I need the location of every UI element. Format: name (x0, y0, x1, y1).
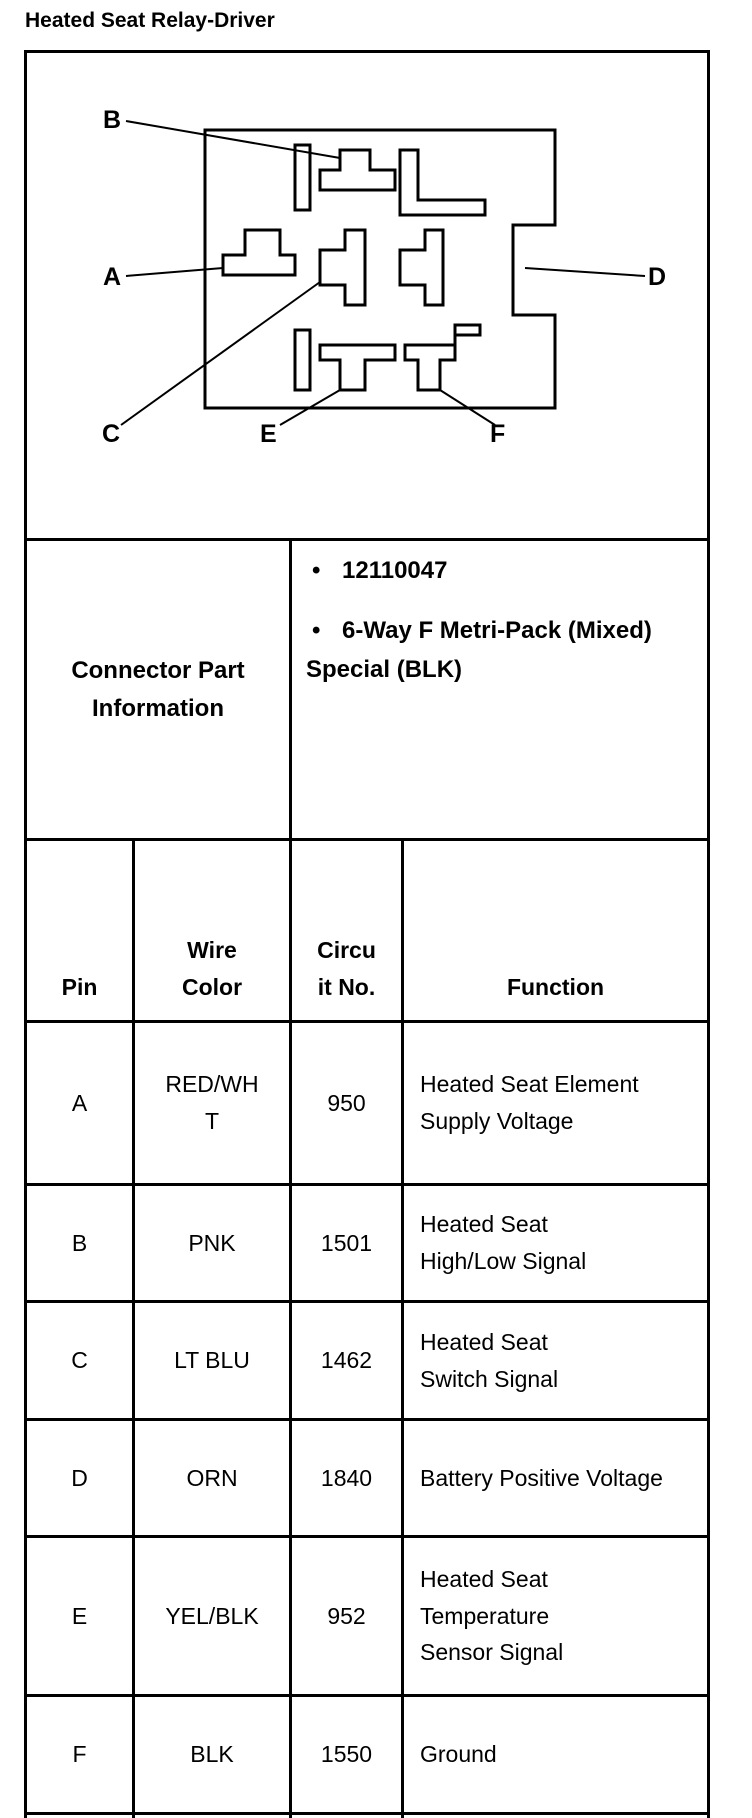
label-e: E (260, 420, 277, 448)
wire-color-cell: RED/WHT (165, 1071, 259, 1134)
pin-cell: E (71, 1602, 88, 1629)
pin-cell: F (72, 1741, 87, 1768)
label-a: A (103, 263, 122, 291)
label-f: F (490, 420, 506, 448)
function-cell: Heated Seat Switch Signal (420, 1328, 559, 1392)
pin-b-latch (400, 150, 485, 215)
list-item: • 12110047 (312, 557, 448, 584)
page-title: Heated Seat Relay-Driver (25, 9, 275, 32)
label-d: D (648, 263, 667, 291)
pin-e-terminal (320, 345, 395, 390)
list-item: • 6-Way F Metri-Pack (Mixed) Special (BLK) (306, 617, 652, 683)
wire-color-cell: LT BLU (174, 1347, 250, 1374)
leader-b (126, 121, 340, 158)
connector-part-info-label: Connector Part Information (71, 657, 245, 722)
pin-c-terminal (320, 230, 365, 305)
wire-color-cell: YEL/BLK (165, 1602, 259, 1629)
pin-b-slot (295, 145, 310, 210)
divider (24, 1812, 710, 1815)
circuit-cell: 1840 (320, 1464, 373, 1491)
pin-cell: A (71, 1089, 88, 1116)
leader-a (126, 268, 223, 276)
pin-cell: B (71, 1229, 88, 1256)
circuit-cell: 952 (327, 1602, 366, 1629)
connector-part-info-values (306, 552, 706, 711)
circuit-cell: 950 (327, 1089, 366, 1116)
function-cell: Ground (420, 1741, 497, 1768)
connector-diagram (0, 0, 752, 540)
function-cell: Heated Seat High/Low Signal (420, 1211, 587, 1274)
label-c: C (102, 420, 121, 448)
circuit-cell: 1550 (320, 1741, 373, 1768)
wire-color-cell: ORN (186, 1464, 238, 1491)
header-pin: Pin (61, 974, 98, 1001)
circuit-cell: 1501 (320, 1229, 373, 1256)
pin-cell: C (71, 1347, 88, 1374)
leader-c (121, 282, 320, 425)
wire-color-cell: PNK (188, 1229, 236, 1256)
wire-color-cell: BLK (190, 1741, 234, 1768)
pin-f-terminal (405, 325, 480, 390)
function-cell: Battery Positive Voltage (420, 1464, 663, 1491)
function-cell: Heated Seat Element Supply Voltage (420, 1071, 639, 1134)
circuit-cell: 1462 (320, 1347, 373, 1374)
header-function: Function (506, 974, 605, 1001)
function-cell: Heated Seat Temperature Sensor Signal (420, 1565, 564, 1666)
leader-d (525, 268, 645, 276)
header-wire-color: Wire Color (181, 937, 243, 1001)
label-b: B (103, 106, 122, 134)
pin-e-slot (295, 330, 310, 390)
pin-d-terminal (400, 230, 443, 305)
pin-a-terminal (223, 230, 295, 275)
header-circuit-no: Circuit No. (317, 937, 376, 1001)
pin-cell: D (71, 1464, 88, 1491)
